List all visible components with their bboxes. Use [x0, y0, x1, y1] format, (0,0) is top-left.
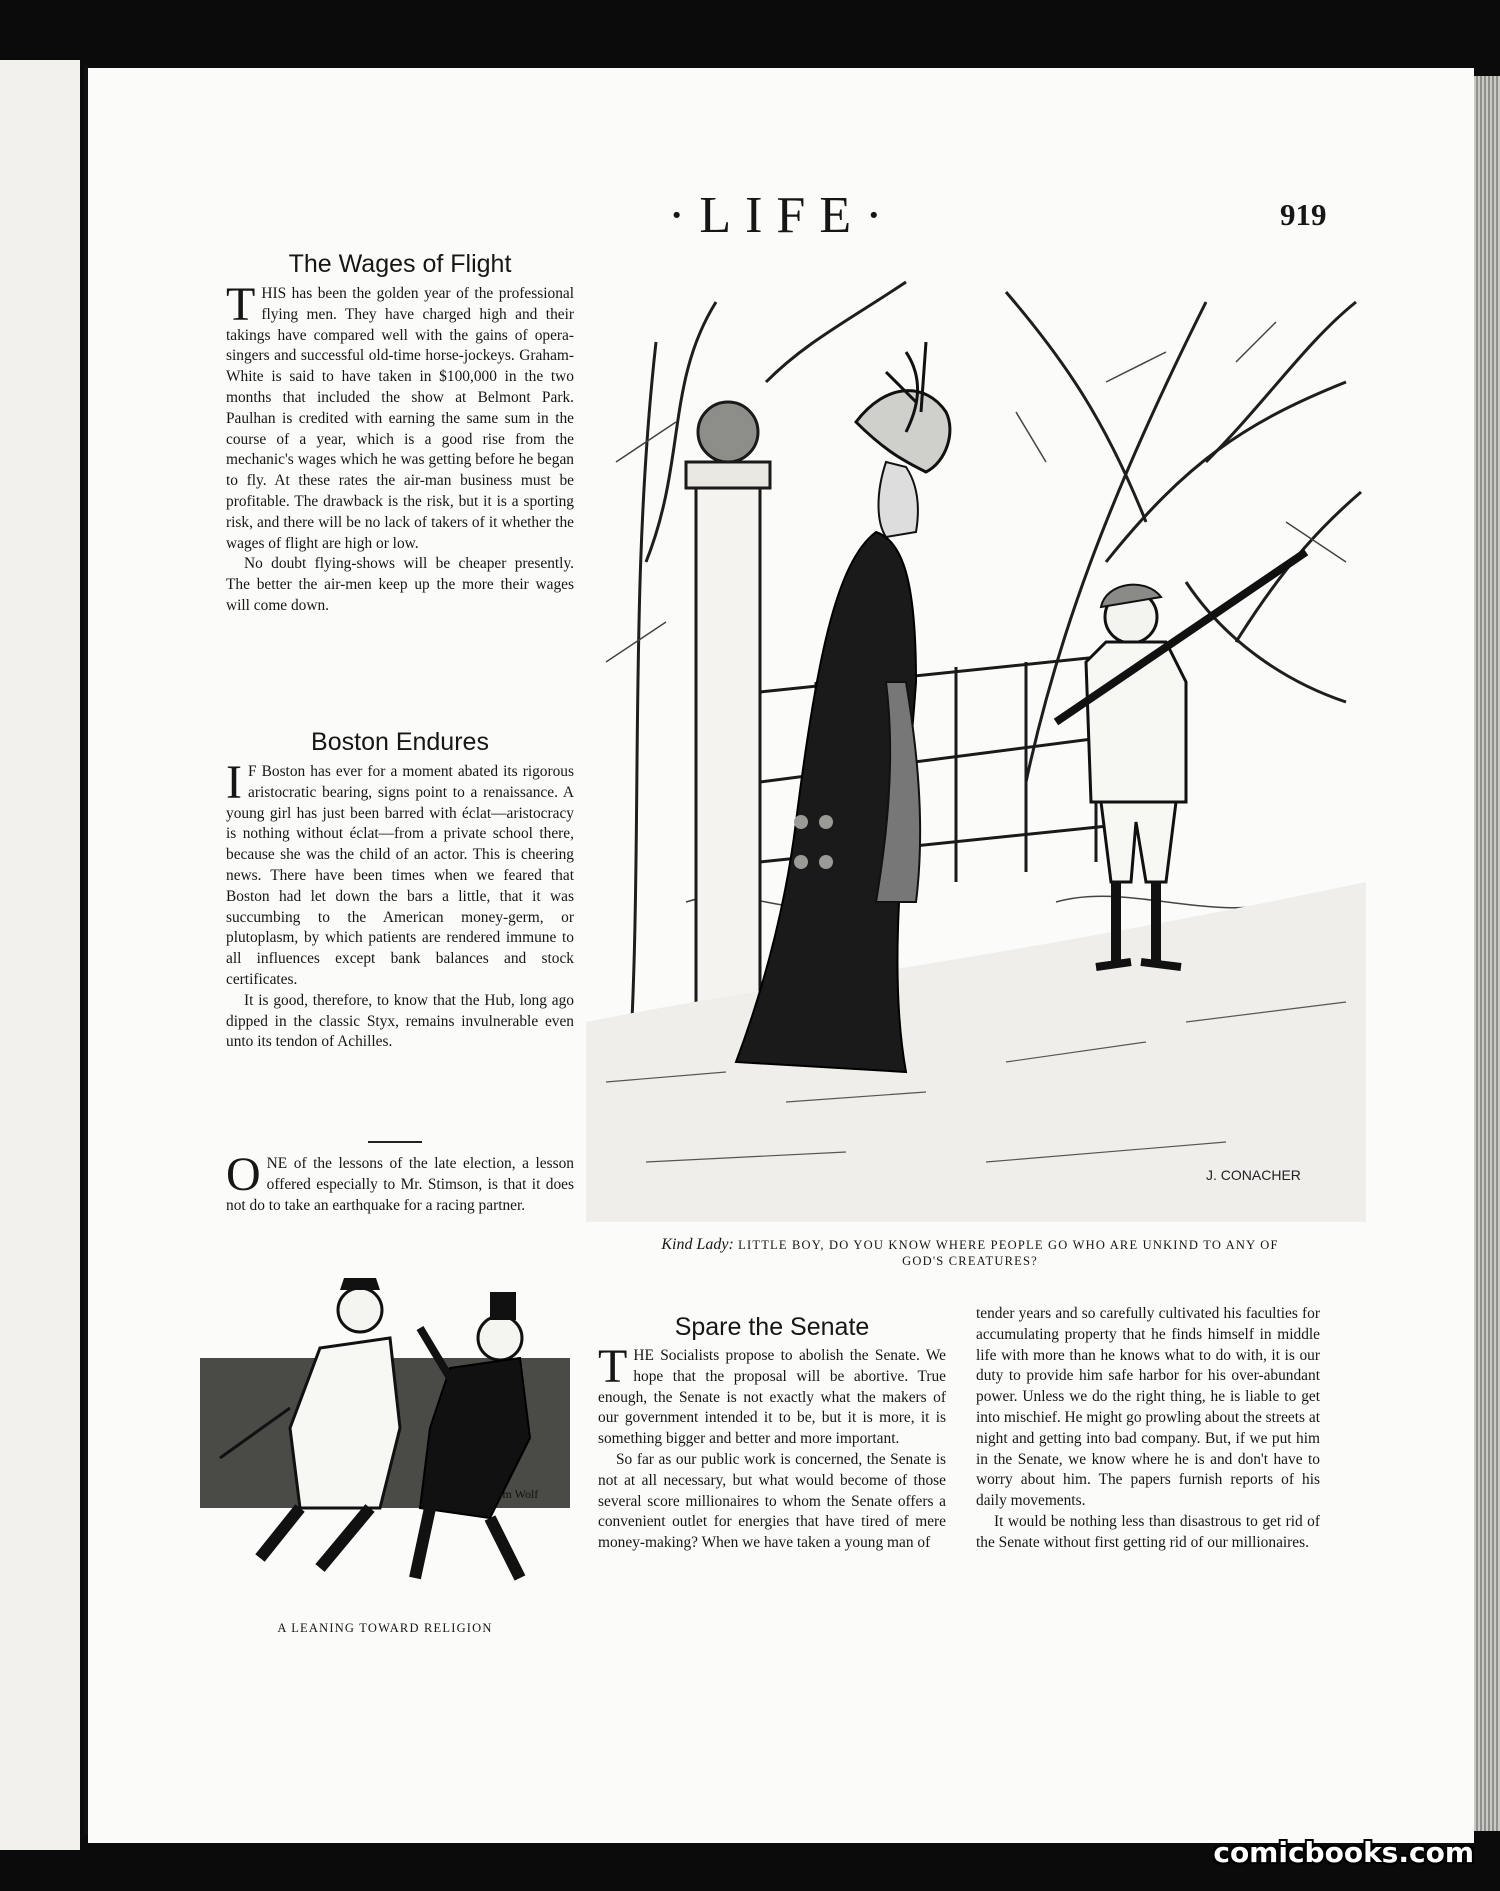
page-stack-edge [1474, 76, 1500, 1831]
site-watermark: comicbooks.com [1213, 1836, 1474, 1869]
headline-boston-endures: Boston Endures [311, 728, 489, 756]
paragraph: tender years and so carefully cultivated his faculties for accumulating property that he finds himself in middle life with more than he knows what to do with, it is our duty to provide him safe harbor for his over-abundant power. Unless we do the right thing, he is liable to get into mischief. He might go prowling about the streets at night and getting into bad company. But, if we put him in the Senate, we know where he is and don't have to worry about him. The papers furnish reports of his daily movements. [976, 1305, 1320, 1510]
drop-cap: O [226, 1148, 261, 1201]
main-cartoon-signature: J. CONACHER [1206, 1167, 1301, 1183]
article-spare-the-senate-col1 [598, 1340, 946, 1554]
caption-speaker: Kind Lady: [661, 1236, 734, 1253]
small-cartoon-caption: A LEANING TOWARD RELIGION [277, 1621, 493, 1635]
article-stimson [226, 1148, 574, 1216]
article-boston-endures [226, 756, 574, 1053]
paragraph: So far as our public work is concerned, the Senate is not at all necessary, but what would become of those several score millionaires to whom the Senate offers a convenient outlet for energies that have tired of mere money-making? When we have taken a young man of [598, 1450, 946, 1552]
drop-cap: T [226, 278, 256, 331]
small-cartoon-signature: Tom Wolf [490, 1487, 539, 1501]
paragraph: ONE of the lessons of the late election, a lesson offered especially to Mr. Stimson, is that it does not do to take an earthquake for a racing partner. [226, 1148, 574, 1214]
main-cartoon-caption [660, 1236, 1280, 1269]
paragraph: THIS has been the golden year of the professional flying men. They have charged high and their takings have compared well with the gains of opera-singers and successful old-time horse-jockeys. Graham-White is said to have taken in $100,000 in the two months that included the show at Belmont Park. Paulhan is credited with earning the same sum in the course of a year, which is a good rise from the mechanic's wages which he was getting before he began to fly. At these rates the air-man business must be profitable. The drawback is the risk, but it is a sporting risk, and there will be no lack of takers of it whether the wages of flight are high or low. [226, 278, 574, 552]
article-spare-the-senate-col2 [976, 1304, 1320, 1554]
page-number: 919 [1280, 197, 1327, 232]
left-page-edge [0, 60, 80, 1850]
section-divider [368, 1141, 422, 1143]
masthead-title: ·LIFE· [668, 187, 897, 244]
paragraph: It is good, therefore, to know that the Hub, long ago dipped in the classic Styx, remains invulnerable even unto its tendon of Achilles. [226, 991, 574, 1051]
paragraph: I F Boston has ever for a moment abated its rigorous aristocratic bearing, signs point to a renaissance. A young girl has just been barred with éclat—aristocracy is nothing without éclat—from a private school there, because she was the child of an actor. This is cheering news. There have been times when we feared that Boston had let down the bars a little, that it was succumbing to the American money-germ, or plutoplasm, by which patients are rendered immune to all influences except bank balances and stock certificates. [226, 756, 574, 988]
paragraph: THE Socialists propose to abolish the Senate. We hope that the proposal will be abortive. True enough, the Senate is not exactly what the makers of our government intended it to be, but it is more, it is something bigger and better and more important. [598, 1340, 946, 1448]
small-cartoon-illustration [200, 1258, 570, 1618]
article-wages-of-flight [226, 278, 574, 617]
paragraph: No doubt flying-shows will be cheaper presently. The better the air-men keep up the more their wages will come down. [226, 555, 574, 614]
headline-wages-of-flight: The Wages of Flight [288, 250, 512, 278]
drop-cap: T [598, 1340, 628, 1393]
caption-text: LITTLE BOY, DO YOU KNOW WHERE PEOPLE GO WHO ARE UNKIND TO ANY OF GOD'S CREATURES? [738, 1238, 1279, 1268]
main-cartoon-illustration [586, 262, 1366, 1222]
paragraph: It would be nothing less than disastrous to get rid of the Senate without first getting rid of our millionaires. [976, 1512, 1320, 1551]
drop-cap: I [226, 756, 242, 809]
headline-spare-the-senate: Spare the Senate [674, 1313, 870, 1341]
